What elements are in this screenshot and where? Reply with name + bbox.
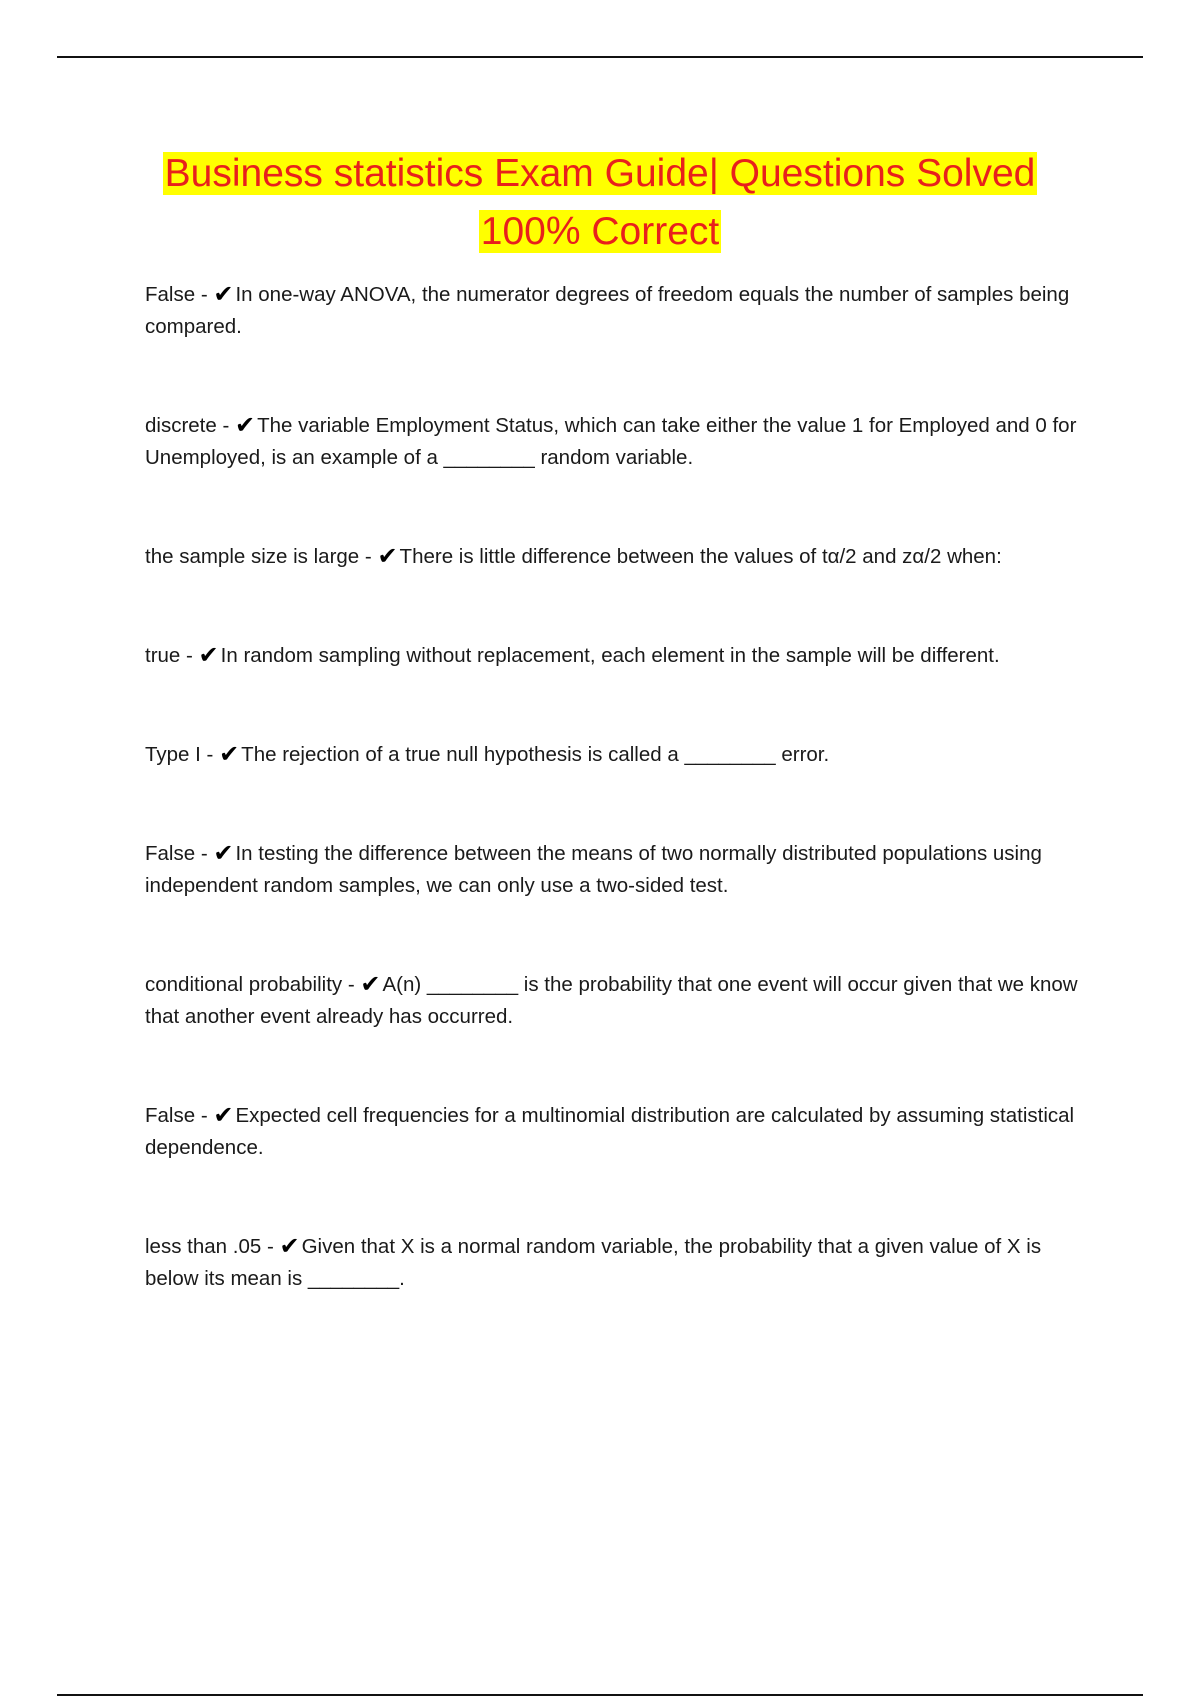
checkmark-icon: ✔: [213, 281, 234, 308]
answer-text: False: [145, 283, 196, 306]
qa-item: [145, 1231, 1090, 1295]
answer-text: False: [145, 1104, 196, 1127]
separator: -: [195, 1104, 214, 1127]
qa-item: [145, 279, 1090, 343]
separator: -: [216, 414, 235, 437]
answer-text: conditional probability: [145, 973, 343, 996]
checkmark-icon: ✔: [198, 642, 219, 669]
checkmark-icon: ✔: [360, 971, 381, 998]
checkmark-icon: ✔: [219, 741, 240, 768]
separator: -: [180, 644, 199, 667]
answer-text: Type I: [145, 743, 201, 766]
checkmark-icon: ✔: [213, 1102, 234, 1129]
separator: -: [359, 545, 378, 568]
qa-item: [145, 640, 1090, 672]
qa-item: [145, 739, 1090, 771]
answer-text: the sample size is large: [145, 545, 360, 568]
qa-item: [145, 1100, 1090, 1164]
bottom-divider: [57, 1694, 1143, 1696]
document-title: [0, 145, 1200, 261]
qa-list: [145, 279, 1090, 1362]
checkmark-icon: ✔: [213, 840, 234, 867]
answer-text: true: [145, 644, 181, 667]
separator: -: [195, 842, 214, 865]
qa-item: [145, 838, 1090, 902]
checkmark-icon: ✔: [279, 1233, 300, 1260]
question-text: In one-way ANOVA, the numerator degrees of freedom equals the number of samples being compared.: [145, 283, 1070, 338]
separator: -: [200, 743, 220, 766]
question-text: Given that X is a normal random variable, the probability that a given value of X is below its mean is ________.: [145, 1235, 1042, 1290]
question-text: In random sampling without replacement, each element in the sample will be different.: [220, 644, 1000, 667]
qa-item: [145, 541, 1090, 573]
question-text: The variable Employment Status, which can take either the value 1 for Employed and 0 for Unemployed, is an example of a ________ random variable.: [145, 414, 1077, 469]
question-text: The rejection of a true null hypothesis is called a ________ error.: [241, 743, 830, 766]
question-text: Expected cell frequencies for a multinomial distribution are calculated by assuming statistical dependence.: [145, 1104, 1075, 1159]
question-text: There is little difference between the values of tα/2 and zα/2 when:: [399, 545, 1002, 568]
answer-text: discrete: [145, 414, 217, 437]
question-text: A(n) ________ is the probability that one event will occur given that we know that another event already has occurred.: [145, 973, 1078, 1028]
question-text: In testing the difference between the means of two normally distributed populations using independent random samples, we can only use a two-sided test.: [145, 842, 1042, 897]
title-line-1: Business statistics Exam Guide| Questions Solved: [164, 152, 1036, 195]
separator: -: [342, 973, 361, 996]
checkmark-icon: ✔: [377, 543, 398, 570]
top-divider: [57, 56, 1143, 58]
answer-text: less than .05: [145, 1235, 262, 1258]
answer-text: False: [145, 842, 196, 865]
title-line-2: 100% Correct: [480, 210, 720, 253]
separator: -: [261, 1235, 280, 1258]
checkmark-icon: ✔: [235, 412, 256, 439]
qa-item: [145, 410, 1090, 474]
separator: -: [195, 283, 214, 306]
qa-item: [145, 969, 1090, 1033]
